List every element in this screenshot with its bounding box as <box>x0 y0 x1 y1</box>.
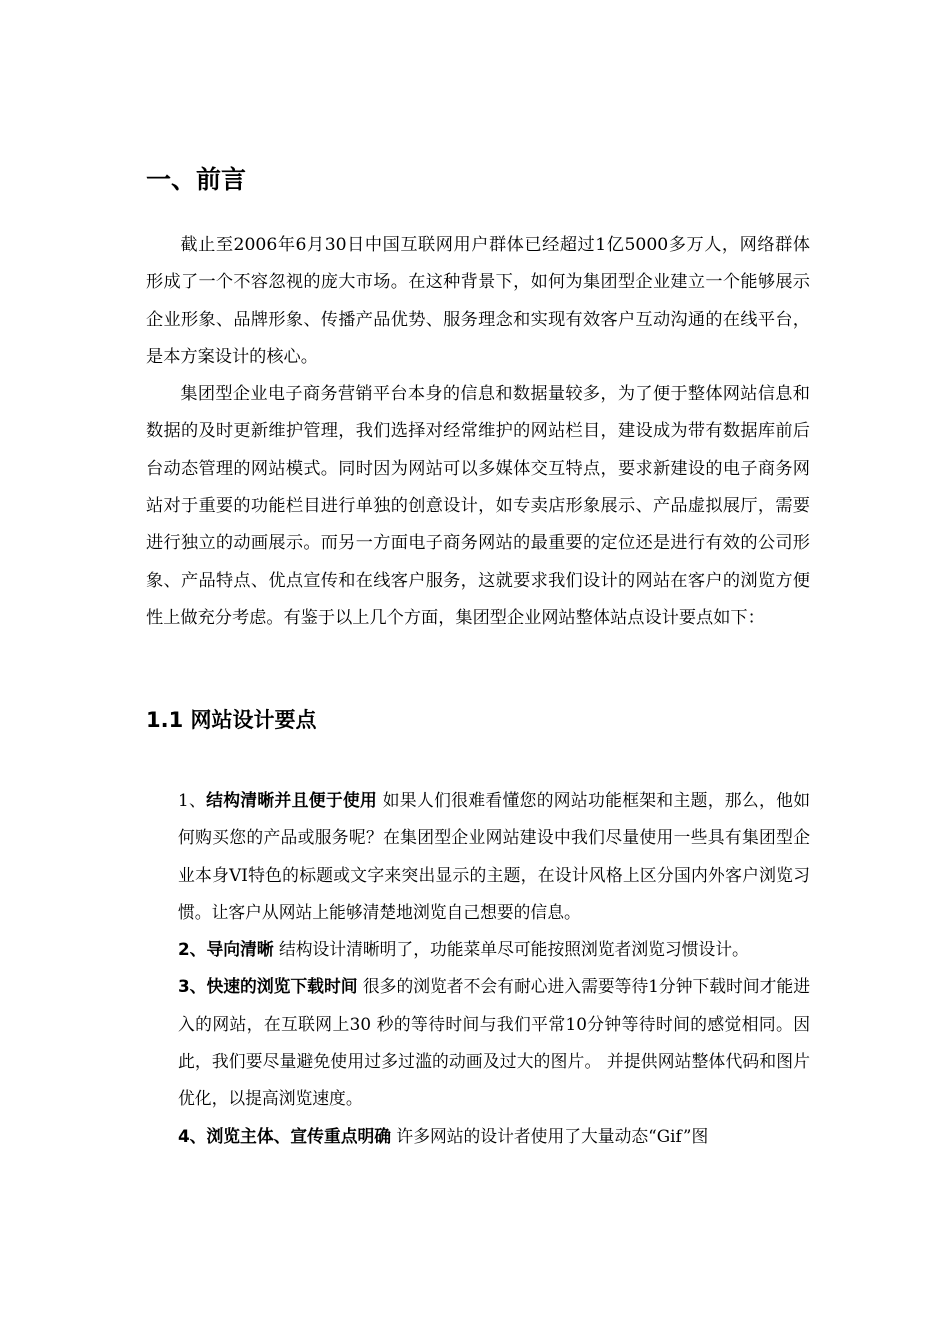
list-item <box>178 1118 810 1155</box>
list-item-text: 许多网站的设计者使用了大量动态“Gif”图 <box>391 1125 709 1146</box>
list-item-number: 2、 <box>178 939 207 960</box>
section-heading-preface: 一、前言 <box>146 165 247 194</box>
list-item-title: 导向清晰 <box>206 939 274 960</box>
intro-paragraph-2: 集团型企业电子商务营销平台本身的信息和数据量较多，为了便于整体网站信息和数据的及时更新维护管理，我们选择对经常维护的网站栏目，建设成为带有数据库前后台动态管理的网站模式。同时因为网站可以多媒体交互特点，要求新建设的电子商务网站对于重要的功能栏目进行单独的创意设计，如专卖店形象展示、产品虚拟展厅，需要进行独立的动画展示。而另一方面电子商务网站的最重要的定位还是进行有效的公司形象、产品特点、优点宣传和在线客户服务，这就要求我们设计的网站在客户的浏览方便性上做充分考虑。有鉴于以上几个方面，集团型企业网站整体站点设计要点如下： <box>146 384 810 628</box>
list-item-title: 快速的浏览下载时间 <box>206 976 358 997</box>
list-item-number: 1、 <box>178 790 207 810</box>
design-points-list <box>178 782 810 1155</box>
list-item-number: 3、 <box>178 976 207 997</box>
subsection-heading-design-points: 1.1 网站设计要点 <box>146 708 317 732</box>
list-item <box>178 931 810 968</box>
list-item-title: 浏览主体、宣传重点明确 <box>206 1125 392 1146</box>
intro-paragraph-1: 截止至2006年6月30日中国互联网用户群体已经超过1亿5000多万人，网络群体形成了一个不容忽视的庞大市场。在这种背景下，如何为集团型企业建立一个能够展示企业形象、品牌形象、传播产品优势、服务理念和实现有效客户互动沟通的在线平台，是本方案设计的核心。 <box>146 235 810 367</box>
list-item-text: 很多的浏览者不会有耐心进入需要等待1分钟下载时间才能进入的网站，在互联网上30 秒的等待时间与我们平常10分钟等待时间的感觉相同。因此，我们要尽量避免使用过多过滥的动画及过大的图片。 并提供网站整体代码和图片优化，以提高浏览速度。 <box>178 976 810 1109</box>
list-item-number: 4、 <box>178 1125 207 1146</box>
list-item <box>178 968 810 1117</box>
list-item-title: 结构清晰并且便于使用 <box>206 790 378 810</box>
list-item-text: 如果人们很难看懂您的网站功能框架和主题，那么，他如何购买您的产品或服务呢？在集团型企业网站建设中我们尽量使用一些具有集团型企业本身VI特色的标题或文字来突出显示的主题，在设计风格上区分国内外客户浏览习惯。让客户从网站上能够清楚地浏览自己想要的信息。 <box>178 790 810 922</box>
intro-paragraphs <box>146 227 810 637</box>
list-item <box>178 782 810 931</box>
list-item-text: 结构设计清晰明了，功能菜单尽可能按照浏览者浏览习惯设计。 <box>273 939 749 960</box>
